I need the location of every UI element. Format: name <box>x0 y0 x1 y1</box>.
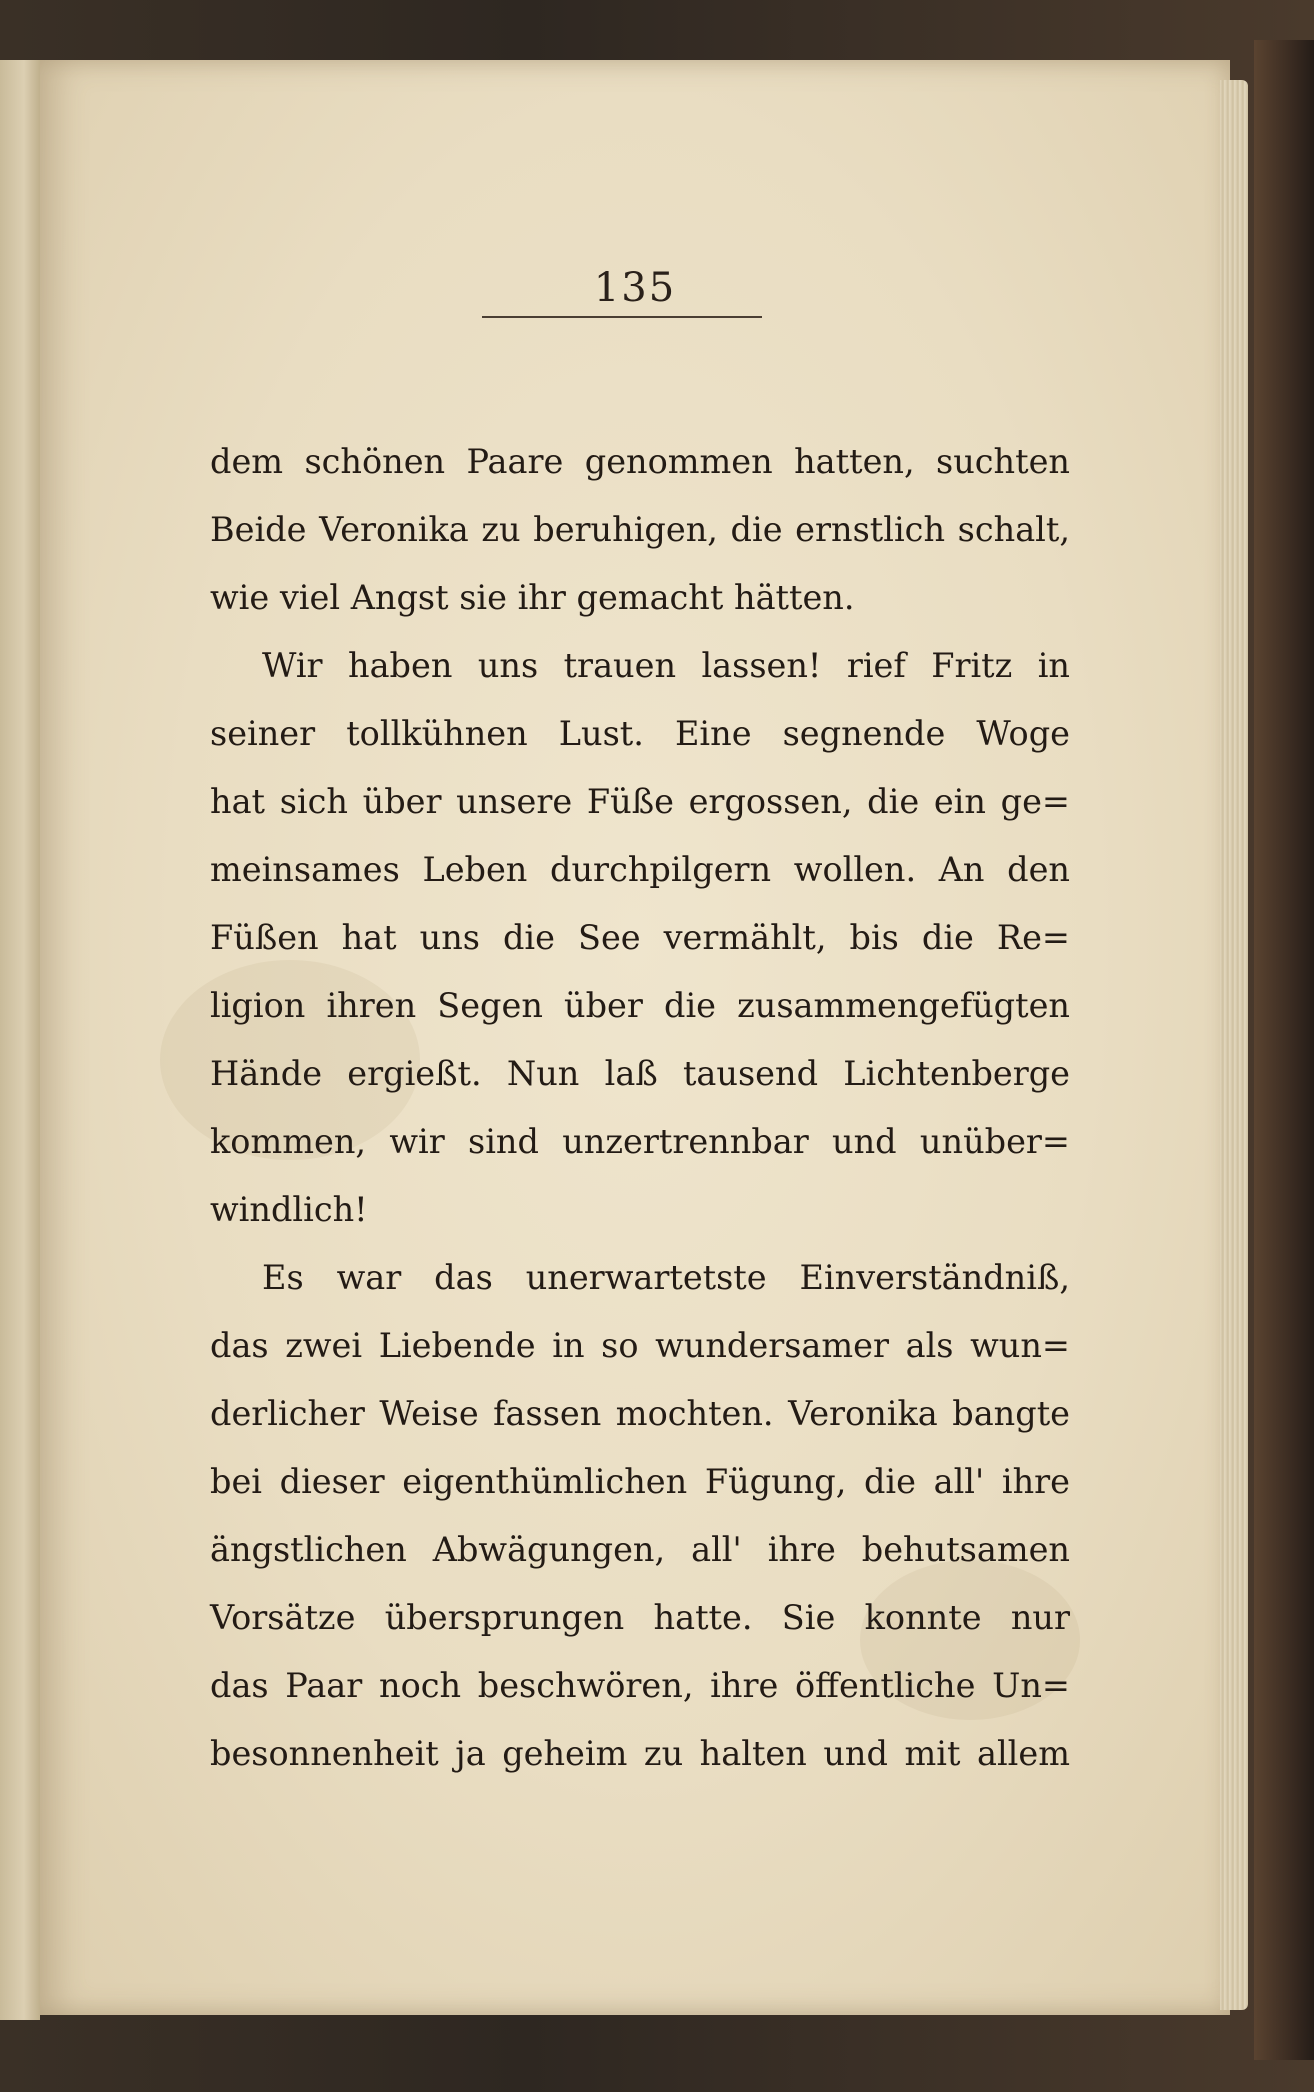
text-line: ängstlichen Abwägungen, all' ihre behutsamen <box>210 1530 1070 1569</box>
text-line: Wir haben uns trauen lassen! rief Fritz in <box>262 646 1070 685</box>
book-cover-edge <box>1254 40 1314 2060</box>
page-number: 135 <box>593 265 677 311</box>
text-line: Vorsätze übersprungen hatte. Sie konnte nur <box>210 1598 1070 1637</box>
text-line: bei dieser eigenthümlichen Fügung, die all' ihre <box>210 1462 1070 1501</box>
text-line: meinsames Leben durchpilgern wollen. An den <box>210 850 1070 889</box>
text-line: besonnenheit ja geheim zu halten und mit allem <box>210 1734 1070 1773</box>
previous-page-edge <box>0 60 40 2020</box>
text-line: ligion ihren Segen über die zusammengefügten <box>210 986 1070 1025</box>
text-line: windlich! <box>210 1190 368 1229</box>
text-line: derlicher Weise fassen mochten. Veronika bangte <box>210 1394 1070 1433</box>
text-line: das Paar noch beschwören, ihre öffentliche Un= <box>210 1666 1070 1705</box>
page-stack-edge <box>1220 80 1248 2010</box>
text-line: wie viel Angst sie ihr gemacht hätten. <box>210 578 855 617</box>
text-line: Es war das unerwartetste Einverständniß, <box>262 1258 1070 1297</box>
text-line: hat sich über unsere Füße ergossen, die ein ge= <box>210 782 1070 821</box>
header-rule <box>482 316 762 318</box>
book-page <box>40 60 1230 2015</box>
text-line: seiner tollkühnen Lust. Eine segnende Woge <box>210 714 1070 753</box>
text-line: kommen, wir sind unzertrennbar und unüber= <box>210 1122 1070 1161</box>
text-line: das zwei Liebende in so wundersamer als wun= <box>210 1326 1070 1365</box>
text-line: dem schönen Paare genommen hatten, suchten <box>210 442 1070 481</box>
text-line: Hände ergießt. Nun laß tausend Lichtenberge <box>210 1054 1070 1093</box>
text-line: Beide Veronika zu beruhigen, die ernstlich schalt, <box>210 510 1070 549</box>
body-text <box>210 428 1070 1788</box>
text-line: Füßen hat uns die See vermählt, bis die Re= <box>210 918 1070 957</box>
